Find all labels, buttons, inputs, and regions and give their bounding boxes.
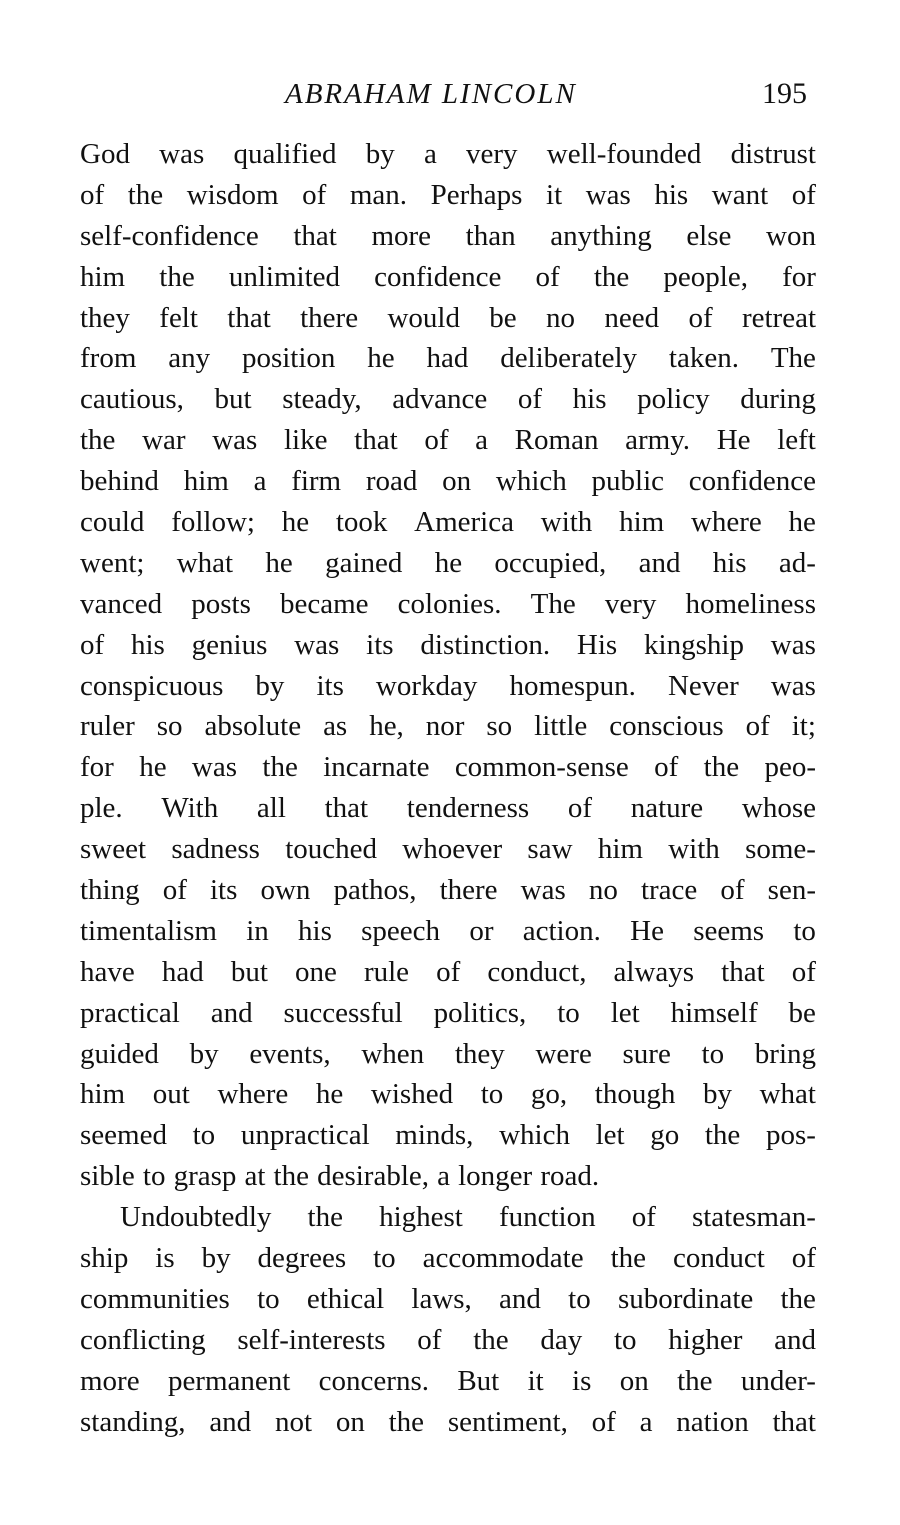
text-line: the war was like that of a Roman army. He left <box>80 424 816 457</box>
running-title: ABRAHAM LINCOLN <box>285 78 577 110</box>
text-line: ship is by degrees to accommodate the conduct of <box>80 1242 816 1275</box>
text-line: Undoubtedly the highest function of statesman- <box>120 1201 816 1234</box>
text-line: ruler so absolute as he, nor so little conscious of it; <box>80 710 816 743</box>
text-line: self-confidence that more than anything else won <box>80 219 816 252</box>
text-line: guided by events, when they were sure to bring <box>80 1037 816 1070</box>
text-line: sible to grasp at the desirable, a longer road. <box>80 1160 600 1193</box>
text-line: practical and successful politics, to let himself be <box>80 996 816 1029</box>
text-line: ple. With all that tenderness of nature whose <box>80 792 816 825</box>
text-line: conflicting self-interests of the day to higher and <box>80 1323 816 1356</box>
text-line: from any position he had deliberately taken. The <box>80 342 816 375</box>
text-line: of his genius was its distinction. His kingship was <box>80 628 816 661</box>
paragraph <box>80 134 816 1197</box>
text-line: God was qualified by a very well-founded distrust <box>80 138 816 170</box>
text-line: vanced posts became colonies. The very homeliness <box>80 587 816 620</box>
text-line: of the wisdom of man. Perhaps it was his want of <box>80 178 816 211</box>
text-line: standing, and not on the sentiment, of a nation that <box>80 1405 816 1438</box>
text-line: him out where he wished to go, though by what <box>80 1078 816 1111</box>
text-line: for he was the incarnate common-sense of the peo- <box>80 751 816 784</box>
text-line: behind him a firm road on which public confidence <box>80 465 816 498</box>
text-line: timentalism in his speech or action. He seems to <box>80 914 816 947</box>
text-line: more permanent concerns. But it is on the under- <box>80 1364 816 1397</box>
text-line: seemed to unpractical minds, which let go the pos- <box>80 1119 816 1152</box>
text-line: conspicuous by its workday homespun. Never was <box>80 669 816 702</box>
running-head <box>0 74 900 114</box>
text-line: they felt that there would be no need of retreat <box>80 301 816 334</box>
text-line: went; what he gained he occupied, and his ad- <box>80 546 816 579</box>
page-number: 195 <box>762 77 807 110</box>
text-line: thing of its own pathos, there was no trace of sen- <box>80 874 816 907</box>
body-text <box>80 134 816 1443</box>
text-line: have had but one rule of conduct, always that of <box>80 955 816 988</box>
text-line: him the unlimited confidence of the people, for <box>80 260 816 293</box>
text-line: could follow; he took America with him where he <box>80 506 816 539</box>
text-line: cautious, but steady, advance of his policy during <box>80 383 816 416</box>
text-line: communities to ethical laws, and to subordinate the <box>80 1282 816 1315</box>
paragraph <box>80 1197 816 1442</box>
text-line: sweet sadness touched whoever saw him with some- <box>80 833 816 866</box>
